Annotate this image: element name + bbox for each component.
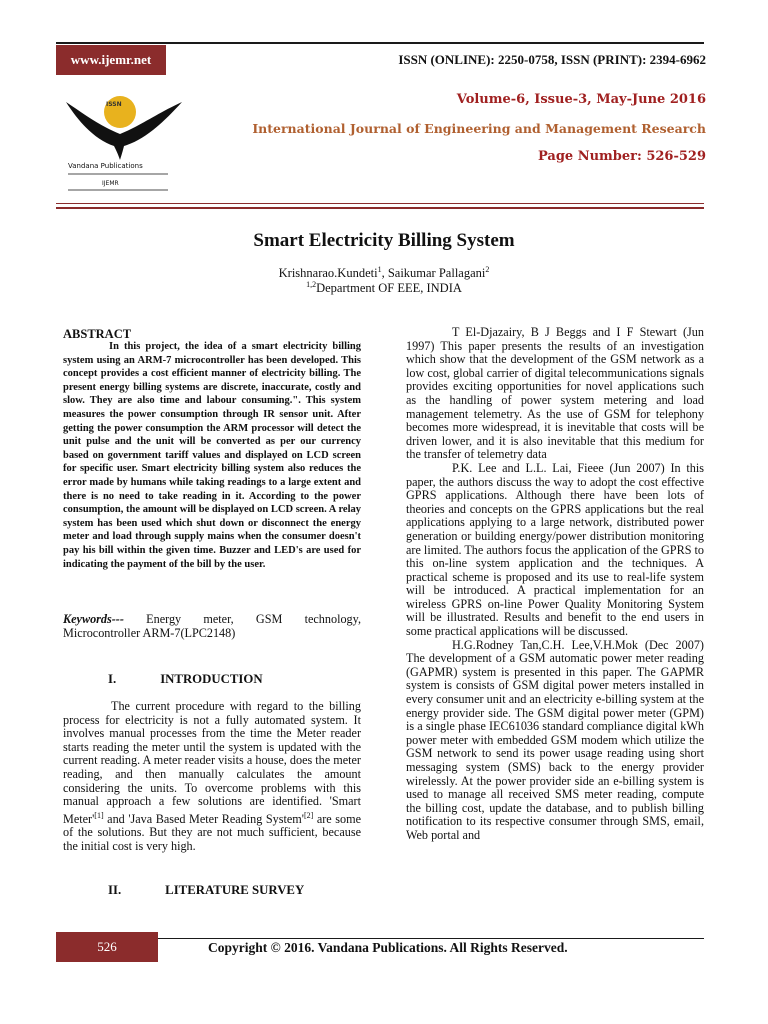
journal-logo: [64, 84, 184, 192]
survey-paragraph: H.G.Rodney Tan,C.H. Lee,V.H.Mok (Dec 2007) The development of a GSM automatic power meter reading (GAPMR) system is presented in this paper. The GAPMR system is consists of GSM digital power meters installed in every consumer unit and an electricity e-billing system at the energy provider side. The GSM digital power meter (GPM) is a single phase IEC61036 standard compliance digital kWh power meter with embedded GSM modem which utilize the GSM network to send its power usage reading using short messaging system (SMS) back to the energy provider wirelessly. At the power provider side an e-billing system is used to manage all received SMS meter reading, compute the billing cost, update the database, and to publish billing notification to its respective consumer through SMS, email, Web portal and: [406, 637, 704, 842]
issn-text: ISSN (ONLINE): 2250-0758, ISSN (PRINT): 2394-6962: [398, 52, 706, 67]
header-rule: [56, 42, 704, 44]
page-range: Page Number: 526-529: [537, 149, 706, 164]
copyright-notice: Copyright © 2016. Vandana Publications. All Rights Reserved.: [208, 940, 568, 955]
survey-paragraph: T El-Djazairy, B J Beggs and I F Stewart (Jun 1997) This paper presents the results of an investigation which show that the development of the GSM network as a low cost, global carrier of digital telecommunications signals provides exciting opportunities for novel applications such as the handling of power system metering and load management telemetry. As the use of GSM for telephony becomes more widespread, it is inevitable that costs will be driven lower, and it is also inevitable that this medium for the transfer of telemetry data: [406, 325, 704, 462]
abstract-heading: ABSTRACT: [63, 327, 132, 341]
paper-title: Smart Electricity Billing System: [253, 230, 515, 251]
author-affiliation-mark: 1: [377, 265, 382, 274]
keywords-label: Keywords---: [63, 612, 124, 626]
keywords-list: Energy meter, GSM technology, Microcontroller ARM-7(LPC2148): [63, 612, 361, 640]
affiliation-line: [0, 280, 768, 296]
section-title: LITERATURE SURVEY: [165, 883, 305, 897]
section-number: I.: [108, 672, 117, 686]
literature-survey-column: [406, 326, 704, 843]
logo-abbrev-text: IJEMR: [102, 180, 119, 187]
section-number: II.: [108, 883, 122, 897]
journal-name: International Journal of Engineering and Management Research: [252, 121, 706, 136]
affiliation-mark: 1,2: [306, 280, 317, 289]
logo-publisher-text: Vandana Publications: [68, 162, 143, 170]
intro-text: are some of the solutions. But they are not much sufficient, because the initial cost is very high.: [63, 811, 361, 853]
department: Department OF EEE, INDIA: [316, 281, 462, 296]
survey-paragraph: P.K. Lee and L.L. Lai, Fieee (Jun 2007) In this paper, the authors discuss the way to adopt the cost effective GPRS applications. Although there have been lots of theories and concepts on the GPRS applications but the real applications applying to a large network, distributed power generation or building energy/power distribution monitoring are limited. The authors focus the application of the GPRS to this on-line system application and the techniques. A practical scheme is proposed and its use to real-life system will be introduced. A practical implementation for an wireless GPRS on-line Power Quality Monitoring System will be illustrated. Results and benefit to the end users in some practical applications will be discussed.: [406, 460, 704, 639]
abstract-body: In this project, the idea of a smart electricity billing system using an ARM-7 microcontroller has been developed. This concept provides a cost efficient manner of electricity billing. The present energy billing systems are discrete, inaccurate, costly and slow. They are also time and labour consuming.". This system measures the power consumption through IR sensor unit. After getting the power consumption the ARM processor will detect the unit pulse and the unit will be converted as per our currency based on government tariff values and displayed on LCD screen for specific user. Smart electricity billing system also reduces the error made by humans while taking readings to a large extent and there is no need to take reading in it. According to the power consumption, the amount will be displayed on LCD screen. A relay system has been used which shut down or disconnect the energy meter and load through supply mains when the consumer doesn't pay his bill within the given time. Buzzer and LED's are used for indicating the payment of the bill by the user.: [63, 341, 361, 570]
introduction-paragraph: [63, 700, 361, 854]
author-line: [0, 265, 768, 281]
logo-ring-text: ISSN: [106, 101, 122, 108]
citation-ref[interactable]: [2]: [303, 810, 314, 820]
page-number-badge: 526: [56, 932, 158, 962]
author-name: Saikumar Pallagani: [387, 266, 486, 281]
author-separator: ,: [381, 266, 388, 281]
intro-text: and 'Java Based Meter Reading System': [103, 811, 304, 826]
citation-ref[interactable]: [1]: [94, 810, 104, 820]
intro-text: The current procedure with regard to the billing process for electricity is not a fully automated system. It involves manual processes from the time the Meter reader starts reading the meter until the system is updated with the current reading. A meter reader visits a house, does the meter reading, and then manually calculates the amount considering the units. To overcome problems with this manual approach a few solutions are identified. 'Smart Meter': [63, 699, 361, 826]
section-title: INTRODUCTION: [160, 672, 263, 686]
header-separator-thick: [56, 207, 704, 209]
author-name: Krishnarao.Kundeti: [278, 266, 378, 281]
bird-emblem-icon: [64, 84, 184, 192]
volume-issue: Volume-6, Issue-3, May-June 2016: [456, 92, 706, 107]
keywords: [63, 612, 361, 640]
site-link[interactable]: www.ijemr.net: [56, 45, 166, 75]
header-separator-thin: [56, 203, 704, 204]
section-heading-introduction: [108, 672, 263, 687]
author-affiliation-mark: 2: [485, 265, 490, 274]
section-heading-literature-survey: [108, 883, 304, 898]
